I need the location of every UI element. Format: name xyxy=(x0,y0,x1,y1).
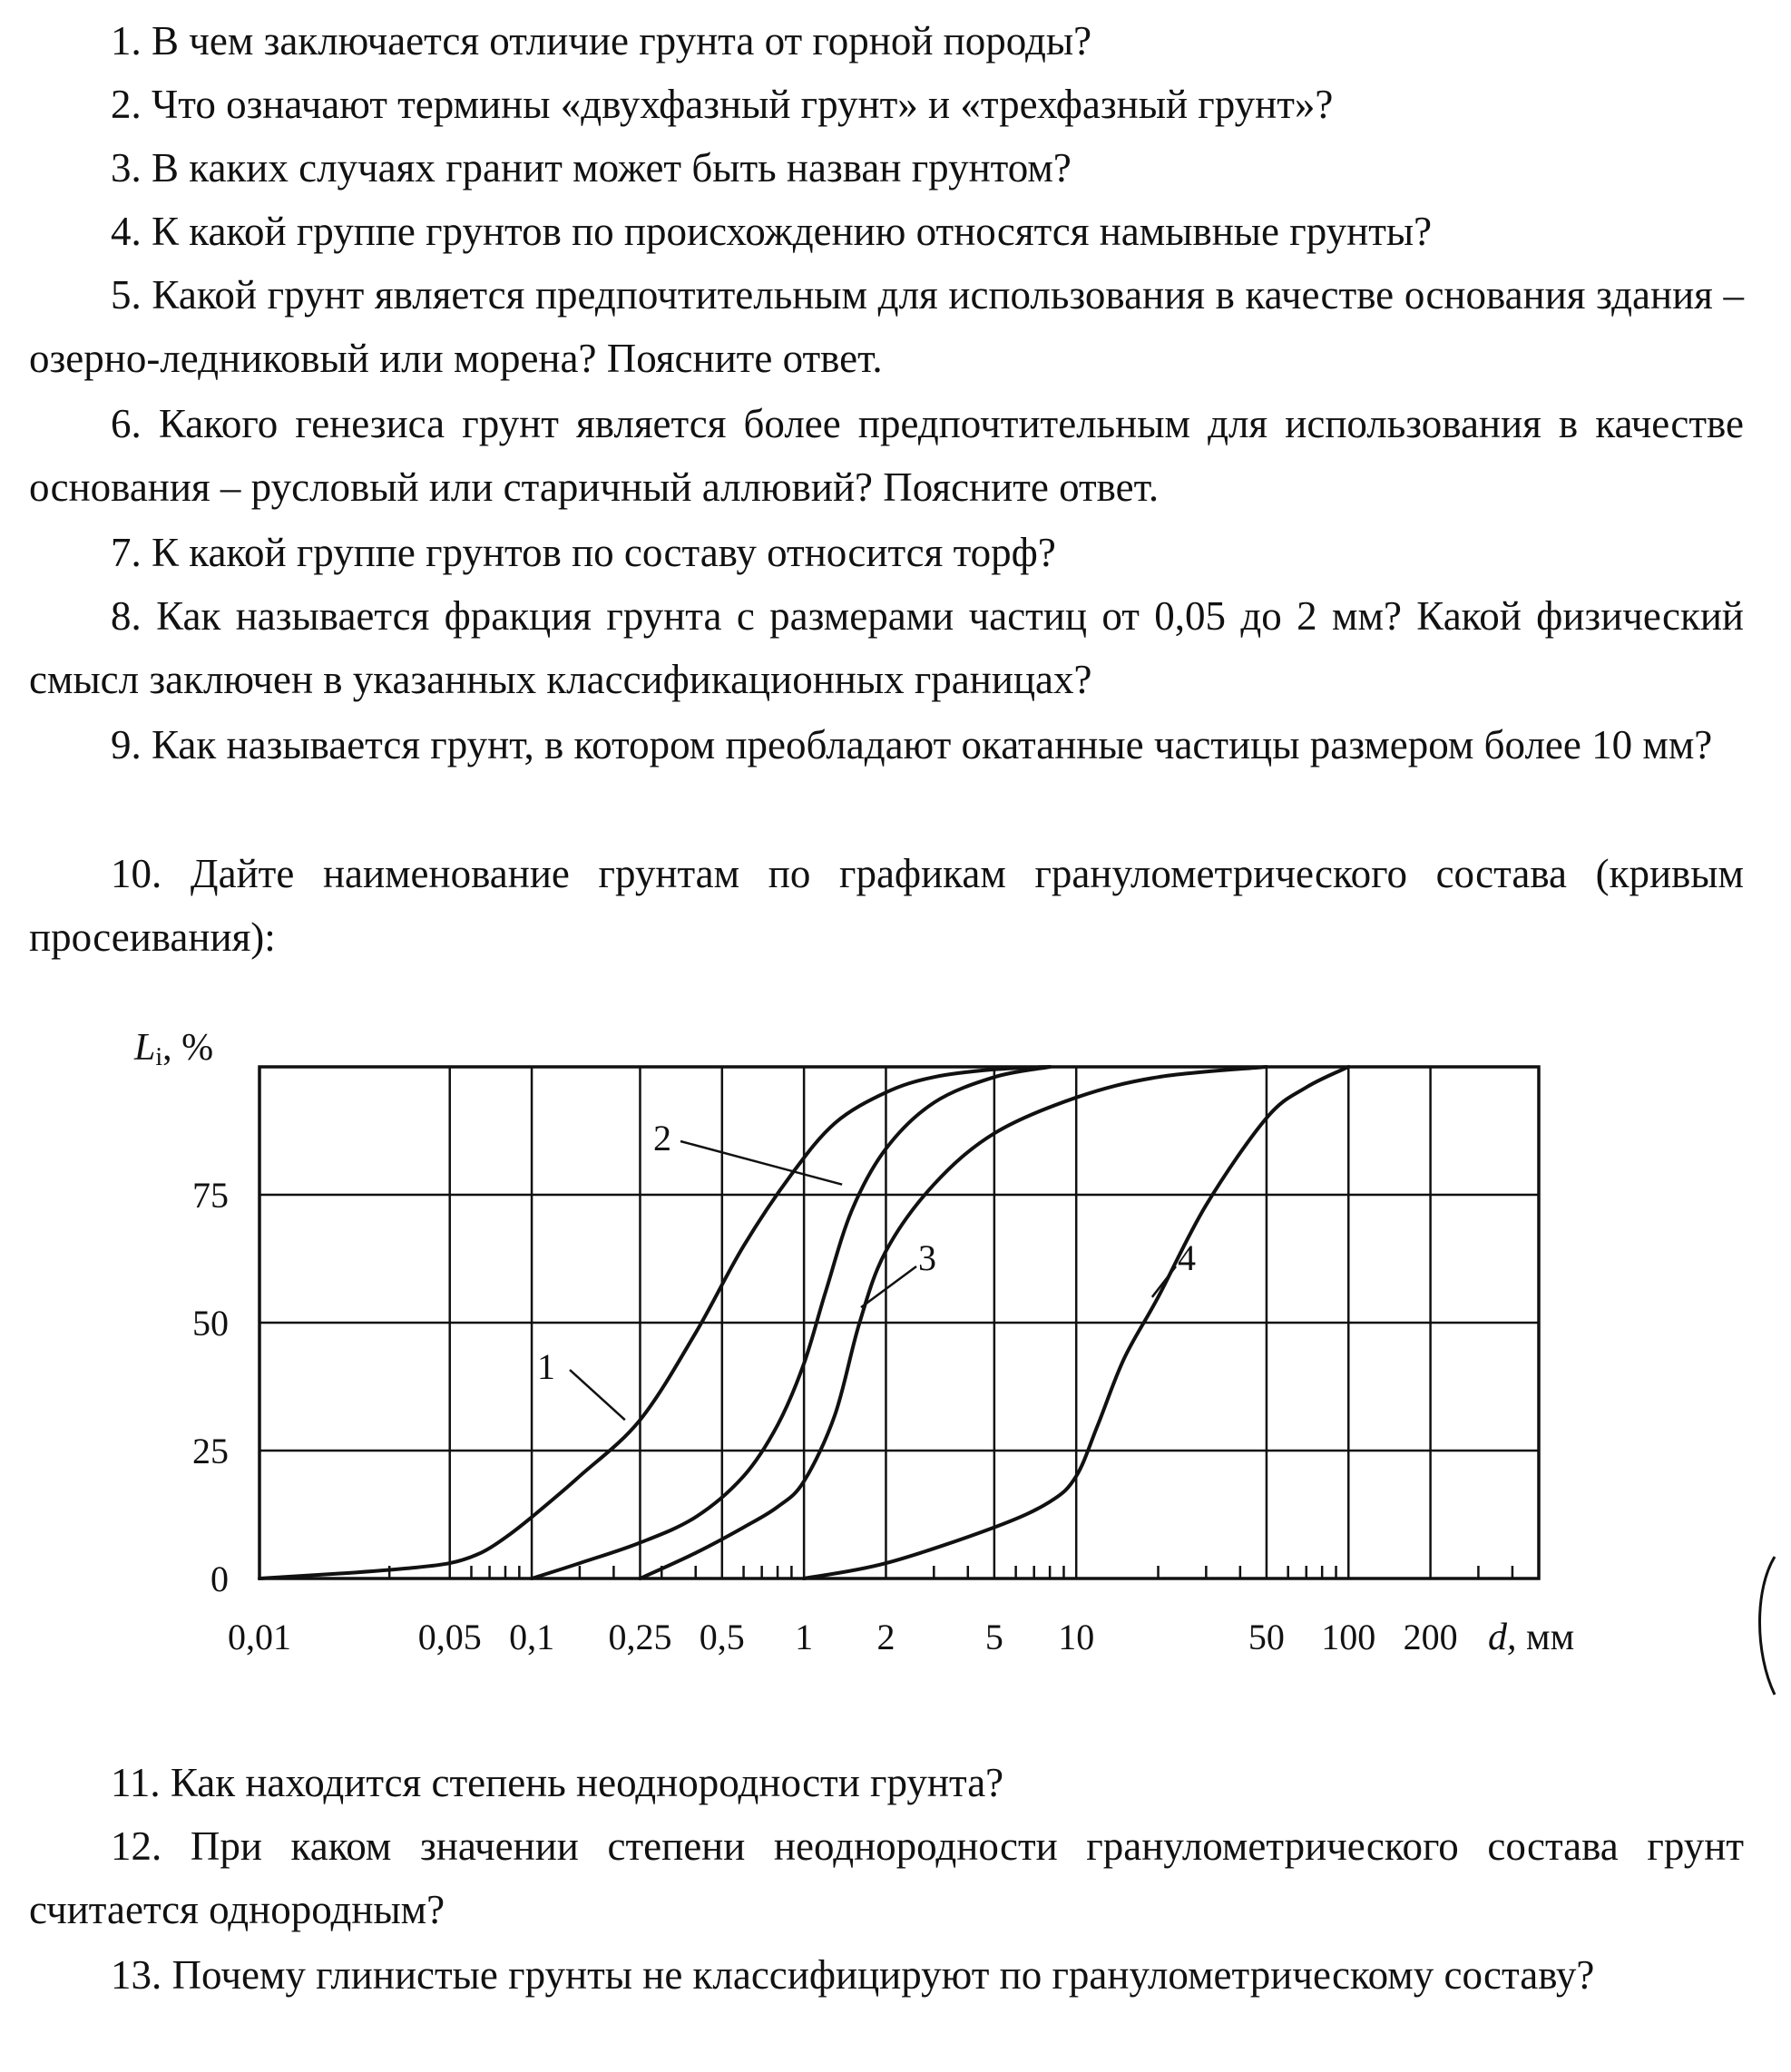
chart-grid xyxy=(259,1067,1539,1578)
x-tick-label: 5 xyxy=(984,1617,1003,1657)
question-text: К какой группе грунтов по составу относится торф? xyxy=(152,530,1056,575)
y-axis-label-sub: i xyxy=(155,1043,163,1071)
question-10 xyxy=(29,842,1744,969)
series-3-label: 3 xyxy=(918,1237,936,1278)
question-number: 9. xyxy=(111,722,142,767)
y-axis-label xyxy=(133,1027,213,1071)
series-2-label: 2 xyxy=(653,1118,671,1158)
series-1-label: 1 xyxy=(537,1346,555,1387)
question-text: Дайте наименование грунтам по графикам гранулометрического состава (кривым просеивания): xyxy=(29,851,1744,960)
question-text: К какой группе грунтов по происхождению относятся намывные грунты? xyxy=(152,209,1433,254)
question-13 xyxy=(29,1943,1744,2007)
question-text: Что означают термины «двухфазный грунт» и «трехфазный грунт»? xyxy=(152,82,1334,127)
grain-size-chart xyxy=(0,998,1791,1687)
question-text: В чем заключается отличие грунта от горной породы? xyxy=(152,18,1092,64)
x-tick-label: 0,5 xyxy=(699,1617,745,1657)
question-text: Как находится степень неоднородности грунта? xyxy=(170,1760,1004,1805)
question-number: 8. xyxy=(111,593,142,639)
x-tick-label: 2 xyxy=(876,1617,896,1657)
y-tick-label: 0 xyxy=(210,1559,229,1599)
series-1-leader xyxy=(570,1370,625,1420)
question-number: 13. xyxy=(111,1952,162,1998)
question-number: 5. xyxy=(111,272,142,318)
question-text: При каком значении степени неоднородности гранулометрического состава грунт считается однородным? xyxy=(29,1823,1744,1932)
question-4 xyxy=(29,200,1744,263)
x-tick-label: 10 xyxy=(1058,1617,1095,1657)
question-5 xyxy=(29,263,1744,390)
question-number: 12. xyxy=(111,1823,162,1869)
series-4-leader xyxy=(1152,1266,1176,1297)
question-text: Какого генезиса грунт является более предпочтительным для использования в качестве основания – русловый или старичный аллювий? Поясните ответ. xyxy=(29,401,1744,510)
question-number: 4. xyxy=(111,209,142,254)
y-tick-label: 25 xyxy=(192,1431,229,1471)
question-3 xyxy=(29,136,1744,200)
x-tick-label: 0,05 xyxy=(417,1617,482,1657)
x-tick-label: 0,01 xyxy=(228,1617,291,1657)
x-tick-label: 0,1 xyxy=(509,1617,555,1657)
x-axis-label xyxy=(1488,1617,1574,1658)
question-number: 7. xyxy=(111,530,142,575)
question-6 xyxy=(29,392,1744,519)
question-9 xyxy=(29,713,1744,777)
y-tick-label: 50 xyxy=(192,1303,229,1344)
series-2-leader xyxy=(680,1141,842,1185)
margin-bracket-mark xyxy=(1753,1553,1780,1698)
y-tick-label: 75 xyxy=(192,1175,229,1216)
question-12 xyxy=(29,1814,1744,1941)
question-11 xyxy=(29,1751,1744,1814)
question-text: Почему глинистые грунты не классифицируют по гранулометрическому составу? xyxy=(171,1952,1595,1998)
x-tick-label: 50 xyxy=(1248,1617,1285,1657)
x-tick-label: 200 xyxy=(1403,1617,1458,1657)
y-axis-label-unit: , % xyxy=(162,1027,214,1069)
question-number: 3. xyxy=(111,145,142,191)
x-tick-label: 0,25 xyxy=(608,1617,672,1657)
question-text: Как называется грунт, в котором преобладают окатанные частицы размером более 10 мм? xyxy=(152,722,1713,767)
question-number: 1. xyxy=(111,18,142,64)
question-text: В каких случаях гранит может быть назван грунтом? xyxy=(152,145,1072,191)
question-number: 11. xyxy=(111,1760,161,1805)
question-text: Какой грунт является предпочтительным для использования в качестве основания здания – озерно-ледниковый или морена? Поясните ответ. xyxy=(29,272,1745,381)
question-number: 2. xyxy=(111,82,142,127)
x-axis-label-main: d, xyxy=(1488,1617,1517,1658)
question-8 xyxy=(29,584,1744,711)
series-4-label: 4 xyxy=(1178,1237,1196,1278)
question-1 xyxy=(29,9,1744,73)
question-number: 10. xyxy=(111,851,162,896)
y-axis-label-main: L xyxy=(134,1027,156,1069)
x-tick-label: 1 xyxy=(795,1617,814,1657)
x-tick-label: 100 xyxy=(1321,1617,1376,1657)
question-2 xyxy=(29,73,1744,136)
x-axis-label-unit: мм xyxy=(1516,1617,1575,1658)
question-7 xyxy=(29,521,1744,584)
question-text: Как называется фракция грунта с размерами частиц от 0,05 до 2 мм? Какой физический смысл заключен в указанных классификационных границах? xyxy=(29,593,1745,702)
question-number: 6. xyxy=(111,401,142,446)
